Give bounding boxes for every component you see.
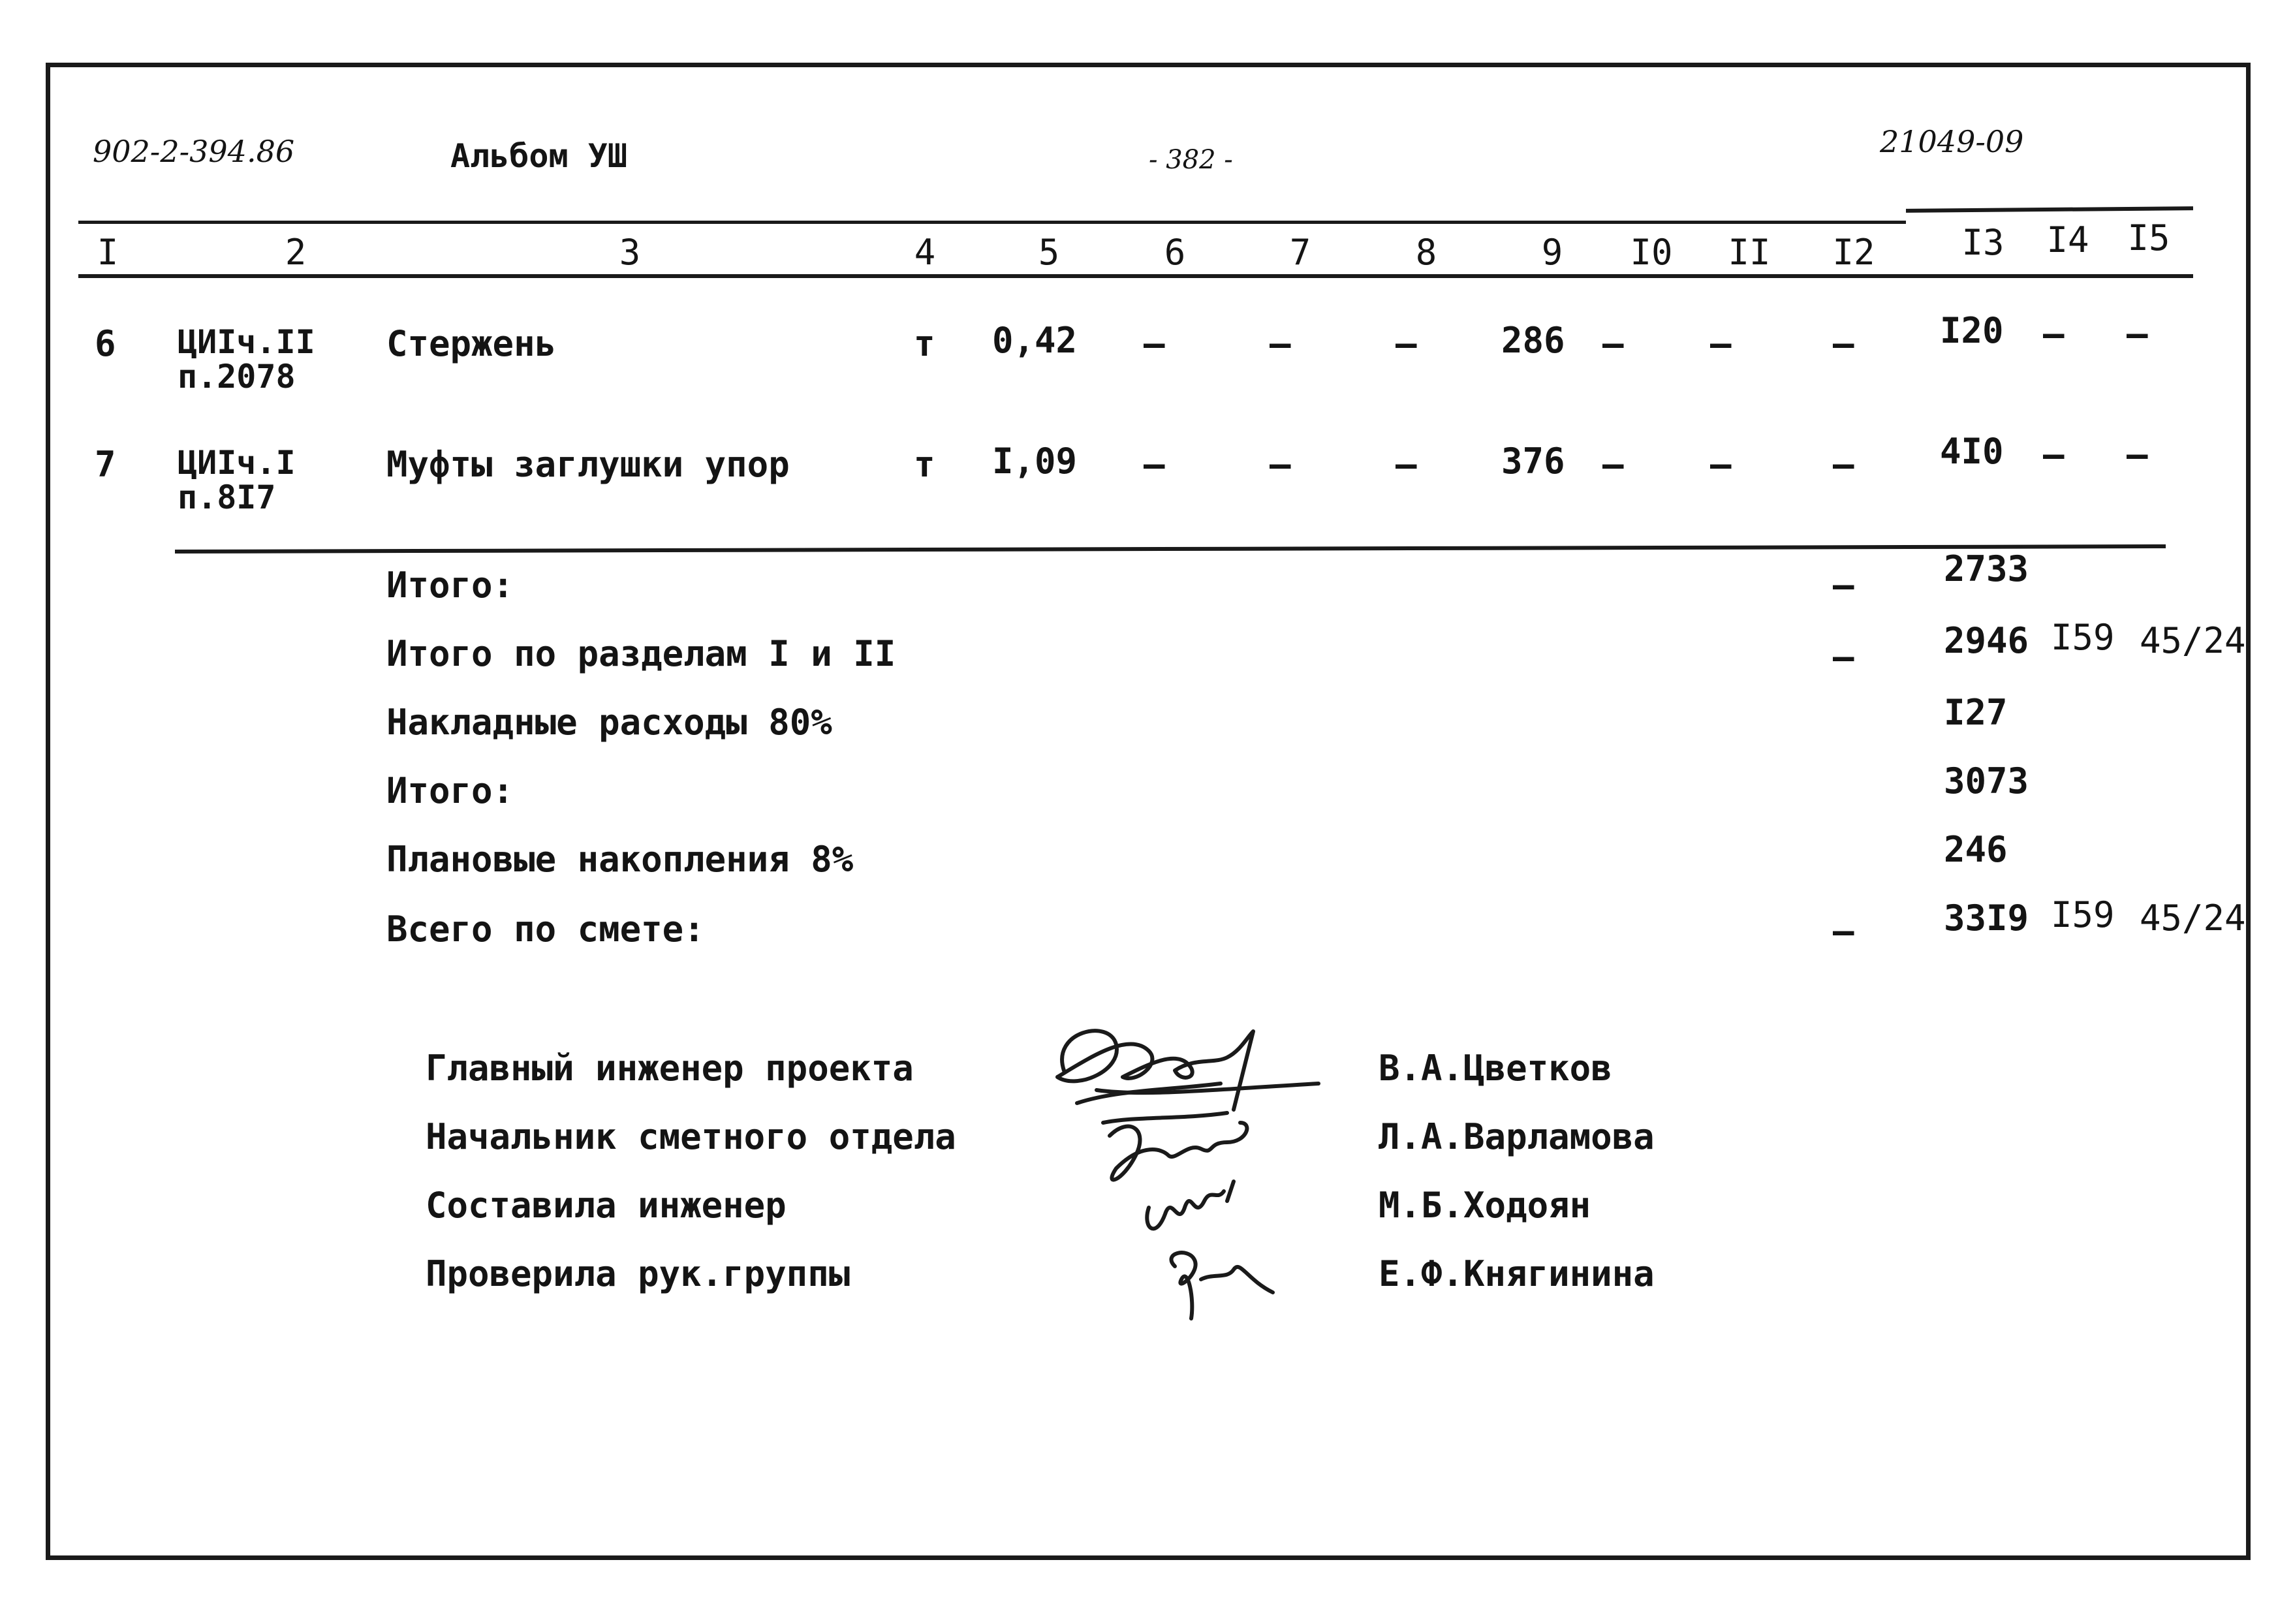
- summary-label: Итого:: [386, 770, 514, 811]
- summary-col13: 3073: [1944, 760, 2029, 802]
- header-top-line: [78, 221, 1906, 224]
- summary-col12: –: [1833, 911, 1854, 952]
- page-number: - 382 -: [1149, 145, 1233, 175]
- summary-label: Итого по разделам I и II: [386, 633, 896, 674]
- col-header-11: II: [1728, 232, 1771, 273]
- row-col14: –: [2043, 434, 2065, 475]
- col-header-3: 3: [619, 232, 641, 273]
- summary-col12: –: [1833, 636, 1854, 678]
- signature-role: Составила инженер: [426, 1185, 787, 1226]
- row-col15: –: [2127, 434, 2148, 475]
- row-col10: –: [1602, 323, 1624, 364]
- row-col5: 0,42: [992, 320, 1078, 361]
- summary-col12: –: [1833, 565, 1854, 606]
- row-unit: т: [914, 444, 935, 485]
- col-header-6: 6: [1164, 232, 1186, 273]
- summary-col13: 2946: [1944, 620, 2029, 661]
- summary-col14: I59: [2051, 894, 2115, 935]
- signature-name: Е.Ф.Княгинина: [1379, 1253, 1655, 1294]
- col-header-5: 5: [1038, 232, 1060, 273]
- row-number: 7: [95, 444, 116, 485]
- col-header-4: 4: [914, 232, 936, 273]
- signature-name: М.Б.Ходоян: [1379, 1185, 1591, 1226]
- row-col8: –: [1396, 323, 1417, 364]
- summary-label: Накладные расходы 80%: [386, 702, 832, 743]
- col-header-9: 9: [1541, 232, 1563, 273]
- row-col6: –: [1144, 323, 1165, 364]
- summary-col13: 246: [1944, 829, 2008, 870]
- col-header-13: I3: [1961, 222, 2004, 263]
- summary-label: Всего по смете:: [386, 909, 705, 950]
- summary-col13: 2733: [1944, 548, 2029, 589]
- row-col13: 4I0: [1940, 431, 2004, 472]
- row-col9: 286: [1501, 320, 1565, 361]
- col-header-15: I5: [2127, 217, 2170, 258]
- row-col11: –: [1710, 444, 1732, 485]
- col-header-14: I4: [2046, 219, 2089, 260]
- document-frame: [46, 63, 2251, 1560]
- row-name: Муфты заглушки упор: [386, 444, 790, 485]
- row-col14: –: [2043, 313, 2065, 354]
- doc-number: 21049-09: [1880, 124, 2024, 159]
- row-unit: т: [914, 323, 935, 364]
- summary-col14: I59: [2051, 617, 2115, 658]
- signature-role: Главный инженер проекта: [426, 1048, 914, 1089]
- row-col13: I20: [1940, 310, 2004, 351]
- album-label: Альбом УШ: [450, 137, 627, 175]
- col-header-2: 2: [285, 232, 307, 273]
- header-bottom-line: [78, 274, 2193, 278]
- row-col9: 376: [1501, 441, 1565, 482]
- col-header-12: I2: [1832, 232, 1875, 273]
- col-header-10: I0: [1630, 232, 1673, 273]
- summary-label: Плановые накопления 8%: [386, 839, 854, 880]
- row-ref-line2: п.2078: [178, 358, 296, 396]
- col-header-1: I: [97, 232, 119, 273]
- row-col15: –: [2127, 313, 2148, 354]
- signature-name: В.А.Цветков: [1379, 1048, 1612, 1089]
- handwritten-signatures: [1038, 992, 1345, 1332]
- row-col10: –: [1602, 444, 1624, 485]
- row-col12: –: [1833, 444, 1854, 485]
- signature-role: Проверила рук.группы: [426, 1253, 850, 1294]
- row-col5: I,09: [992, 441, 1078, 482]
- col-header-8: 8: [1415, 232, 1437, 273]
- row-number: 6: [95, 323, 116, 364]
- row-col7: –: [1270, 323, 1291, 364]
- summary-col13: 33I9: [1944, 898, 2029, 939]
- col-header-7: 7: [1289, 232, 1311, 273]
- doc-code: 902-2-394.86: [93, 134, 295, 169]
- row-col11: –: [1710, 323, 1732, 364]
- row-col7: –: [1270, 444, 1291, 485]
- signature-name: Л.А.Варламова: [1379, 1116, 1655, 1157]
- signature-role: Начальник сметного отдела: [426, 1116, 956, 1157]
- row-ref-line1: ЦИIч.II: [178, 323, 315, 361]
- row-ref-line1: ЦИIч.I: [178, 444, 296, 482]
- summary-label: Итого:: [386, 565, 514, 606]
- row-col12: –: [1833, 323, 1854, 364]
- row-ref-line2: п.8I7: [178, 478, 276, 516]
- summary-col13: I27: [1944, 692, 2008, 733]
- row-col8: –: [1396, 444, 1417, 485]
- summary-col15: 45/24: [2140, 898, 2246, 939]
- summary-col15: 45/24: [2140, 620, 2246, 661]
- row-col6: –: [1144, 444, 1165, 485]
- row-name: Стержень: [386, 323, 557, 364]
